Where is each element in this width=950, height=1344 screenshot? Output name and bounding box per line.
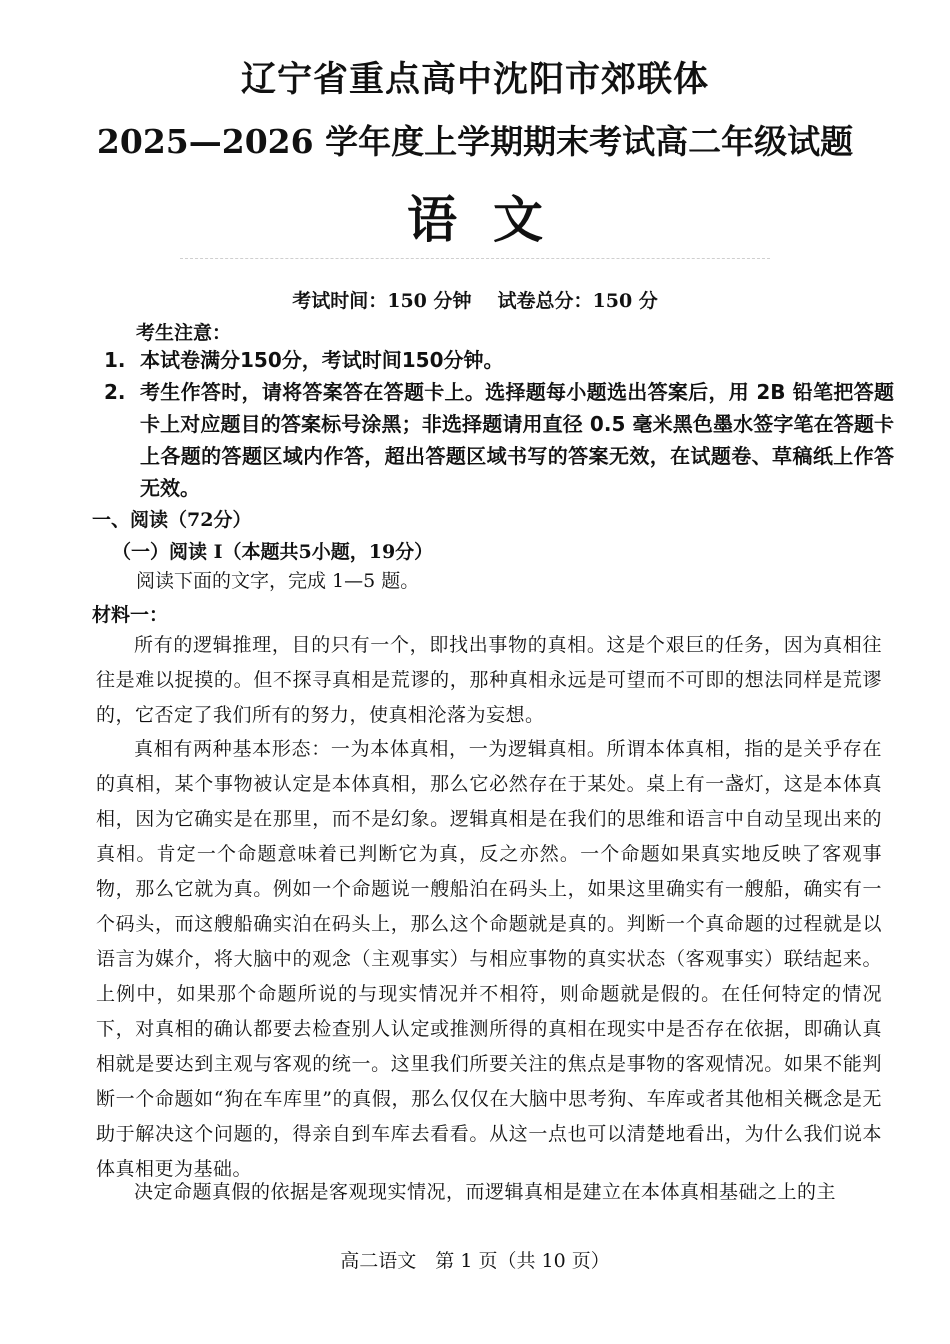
notice-item — [104, 376, 894, 504]
exam-time: 考试时间：150 分钟 — [292, 290, 472, 312]
notice-item-text: 考生作答时，请将答案答在答题卡上。选择题每小题选出答案后，用 2B 铅笔把答题卡上对应题目的答案标号涂黑；非选择题请用直径 0.5 毫米黑色墨水签字笔在答题卡上各题的答题区域内作答，超出答题区域书写的答案无效，在试题卷、草稿纸上作答无效。 — [140, 380, 894, 500]
passage-paragraph: 决定命题真假的依据是客观现实情况，而逻辑真相是建立在本体真相基础之上的主 — [134, 1181, 837, 1203]
notice-item-number: 1. — [104, 348, 126, 372]
notice-item-number: 2. — [104, 380, 126, 404]
exam-total-score: 试卷总分：150 分 — [497, 290, 658, 312]
page-footer: 高二语文 第 1 页（共 10 页） — [340, 1250, 610, 1272]
subsection-heading-reading-1: （一）阅读 I（本题共5小题，19分） — [112, 541, 434, 563]
exam-info — [0, 286, 950, 313]
reading-instruction: 阅读下面的文字，完成 1—5 题。 — [136, 570, 420, 592]
material-label: 材料一： — [92, 604, 169, 626]
exam-title-line1: 辽宁省重点高中沈阳市郊联体 — [240, 59, 709, 100]
subject-title: 语文 — [407, 190, 579, 249]
notice-item-text: 本试卷满分150分，考试时间150分钟。 — [140, 348, 504, 372]
header-divider — [180, 258, 770, 259]
notice-item — [104, 344, 894, 376]
passage-paragraph: 真相有两种基本形态：一为本体真相，一为逻辑真相。所谓本体真相，指的是关乎存在的真相，某个事物被认定是本体真相，那么它必然存在于某处。桌上有一盏灯，这是本体真相，因为它确实是在那里，而不是幻象。逻辑真相是在我们的思维和语言中自动呈现出来的真相。肯定一个命题意味着已判断它为真，反之亦然。一个命题如果真实地反映了客观事物，那么它就为真。例如一个命题说一艘船泊在码头上，如果这里确实有一艘船，确实有一个码头，而这艘船确实泊在码头上，那么这个命题就是真的。判断一个真命题的过程就是以语言为媒介，将大脑中的观念（主观事实）与相应事物的真实状态（客观事实）联结起来。上例中，如果那个命题所说的与现实情况并不相符，则命题就是假的。在任何特定的情况下，对真相的确认都要去检查别人认定或推测所得的真相在现实中是否存在依据，即确认真相就是要达到主观与客观的统一。这里我们所要关注的焦点是事物的客观情况。如果不能判断一个命题如“狗在车库里”的真假，那么仅仅在大脑中思考狗、车库或者其他相关概念是无助于解决这个问题的，得亲自到车库去看看。从这一点也可以清楚地看出，为什么我们说本体真相更为基础。 — [96, 738, 882, 1180]
exam-title-line2: 2025—2026 学年度上学期期末考试高二年级试题 — [96, 122, 854, 161]
passage-paragraph: 所有的逻辑推理，目的只有一个，即找出事物的真相。这是个艰巨的任务，因为真相往往是难以捉摸的。但不探寻真相是荒谬的，那种真相永远是可望而不可即的想法同样是荒谬的，它否定了我们所有的努力，使真相沦落为妄想。 — [96, 634, 882, 726]
notice-heading: 考生注意： — [136, 322, 232, 344]
section-heading-reading: 一、阅读（72分） — [92, 509, 252, 531]
